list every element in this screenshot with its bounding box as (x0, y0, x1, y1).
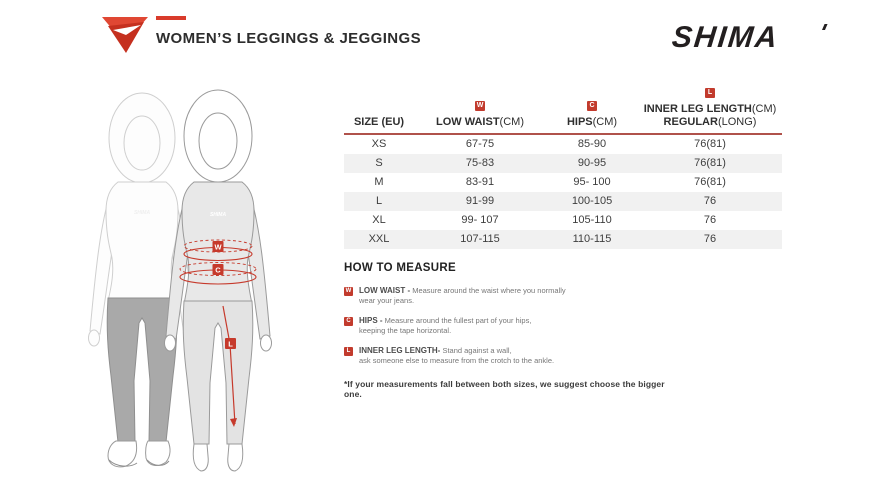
col-header-low-waist: W LOW WAIST(CM) (436, 102, 524, 128)
brand-triangle-logo-icon (100, 15, 150, 55)
brand-wordmark (670, 22, 819, 56)
w-badge-icon: W (476, 102, 484, 109)
c-badge-icon: C (344, 317, 353, 326)
measure-term: LOW WAIST - (359, 286, 411, 295)
how-to-measure-section (344, 262, 684, 399)
size-table (344, 88, 782, 249)
table-row: L 91-99 100-105 76 (344, 192, 782, 211)
size-table-header (344, 88, 782, 135)
measure-description-line2: wear your jeans. (359, 295, 415, 305)
table-row: XS 67-75 85-90 76(81) (371, 138, 726, 150)
measure-description-line2: ask someone else to measure from the crotch to the ankle. (359, 355, 555, 365)
chest-logo: SHIMA (209, 212, 227, 218)
col-header-hips: C HIPS(CM) (566, 102, 618, 128)
table-row: XXL 107-115 110-115 76 (344, 230, 782, 249)
measure-description: Measure around the waist where you normally (412, 286, 566, 295)
table-row: XL 99- 107 105-110 76 (372, 214, 717, 226)
header-title-block (156, 16, 421, 47)
measure-item-inner-leg (344, 346, 684, 365)
measure-description: Stand against a wall, (442, 346, 512, 355)
c-badge-icon: C (587, 101, 597, 111)
svg-text:SHIMA: SHIMA (133, 210, 151, 216)
w-badge-icon: W (345, 288, 352, 294)
measure-term: INNER LEG LENGTH- (359, 346, 441, 355)
measure-description: Measure around the fullest part of your hips, (384, 316, 532, 325)
waist-badge-letter: W (214, 242, 222, 252)
col-header-inner-leg: L INNER LEG LENGTH(CM) REGULAR(LONG) (643, 89, 777, 128)
col-header-size: SIZE (EU) (353, 116, 405, 128)
table-row: S 75-83 90-95 76(81) (344, 154, 782, 173)
inner-leg-badge-letter: L (228, 339, 233, 349)
title-accent-dash (156, 16, 186, 20)
brand-wordmark-text: SHIMA (670, 21, 781, 54)
table-row: M 83-91 95- 100 76(81) (374, 176, 726, 188)
front-figure (165, 90, 272, 471)
measure-description-line2: keeping the tape horizontal. (359, 325, 452, 335)
page-title: WOMEN’S LEGGINGS & JEGGINGS (156, 30, 421, 47)
measure-term: HIPS - (359, 316, 383, 325)
brand-trademark-tick-icon (822, 24, 828, 30)
size-footnote: *If your measurements fall between both sizes, we suggest choose the bigger one. (344, 379, 665, 399)
measure-item-hips (344, 316, 684, 335)
l-badge-icon: L (705, 88, 715, 98)
measurement-figure-illustration (78, 86, 334, 490)
measure-item-low-waist (344, 286, 684, 305)
hips-badge-letter: C (215, 265, 221, 275)
l-badge-icon: L (344, 347, 353, 356)
how-to-measure-heading: HOW TO MEASURE (344, 262, 456, 274)
